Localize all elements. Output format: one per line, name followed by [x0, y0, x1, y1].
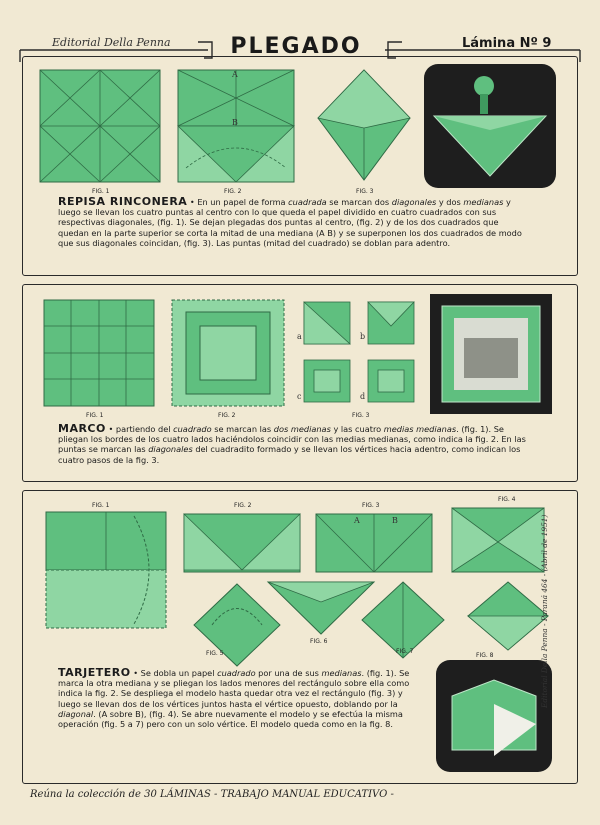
marco-text-part: y las cuatro	[330, 424, 384, 434]
tarjetero-text-part: . (fig. 1). Se marca la otra mediana y se pliegan los lados menores del rectángulo sobre ella como indica la fig. 2. Se despliega el modelo hasta quedar otra vez el rectángulo (fig. 3) y luego se llevan dos de los vértices juntos hasta el vértice opuesto, doblando por la	[58, 668, 410, 709]
repisa-fig-1	[38, 68, 162, 184]
tarjetero-text-part: • Se dobla un papel	[130, 668, 218, 678]
tarjetero-caption-1: FIG. 1	[92, 502, 110, 509]
repisa-text	[58, 197, 526, 248]
marco-step-c: c	[297, 392, 302, 401]
footer-note: Reúna la colección de 30 LÁMINAS - TRABAJO MANUAL EDUCATIVO -	[30, 789, 394, 800]
marco-heading: MARCO	[58, 422, 106, 435]
marco-fig-2	[170, 298, 286, 408]
marco-text-part: . (fig. 1). Se pliegan los bordes de los cuatro lados haciéndolos coincidir con las medias medianas, como indica la fig. 2. En las puntas se marcan las	[58, 424, 526, 455]
repisa-point-b: B	[232, 118, 238, 127]
marco-fig-1	[42, 298, 156, 408]
tarjetero-fig-3	[314, 512, 434, 576]
tarjetero-text-part: cuadrado	[217, 668, 256, 678]
tarjetero-text-part: diagonal	[58, 708, 94, 719]
repisa-heading: REPISA RINCONERA	[58, 195, 188, 208]
repisa-text-part: cuadrada	[288, 197, 327, 207]
marco-fig-3	[298, 298, 418, 408]
marco-text-part: cuadrado	[173, 424, 212, 434]
repisa-photo	[424, 64, 556, 188]
repisa-text-part: medianas	[463, 197, 504, 207]
marco-caption-2: FIG. 2	[218, 412, 236, 419]
repisa-text-part: y luego se llevan los cuatro puntas al centro con lo que queda el papel dividido en cuatro cuadrados con sus respectivas diagonales, (fig. 1). Se dejan plegadas dos puntas al centro, (fig. 2) y de los dos cuadrados que quedan en la parte superior se corta la mitad de una mediana (A B) y se superponen los dos cuadrados de modo que sus diagonales coincidan, (fig. 3). Las puntas (mitad del cuadrado) se doblan para adentro.	[58, 197, 522, 248]
repisa-caption-1: FIG. 1	[92, 188, 110, 195]
sheet-number: Lámina Nº 9	[462, 36, 552, 51]
tarjetero-photo	[436, 660, 552, 772]
tarjetero-caption-8: FIG. 8	[476, 652, 494, 659]
repisa-caption-2: FIG. 2	[224, 188, 242, 195]
marco-text-part: del cuadradito formado y se llevan los vértices hacia adentro, como indican los cuatro pasos de la fig. 3.	[58, 444, 521, 465]
tarjetero-point-a: A	[354, 516, 360, 525]
page-title: PLEGADO	[230, 34, 362, 59]
tarjetero-caption-4: FIG. 4	[498, 496, 516, 503]
marco-text-part: medias medianas	[383, 424, 457, 434]
marco-caption-1: FIG. 1	[86, 412, 104, 419]
side-note: Editorial Della Penna - Paraná 464 - (Abril de 1951)	[540, 514, 549, 708]
tarjetero-point-b: B	[392, 516, 398, 525]
marco-step-a: a	[297, 332, 302, 341]
marco-step-d: d	[360, 392, 366, 401]
tarjetero-fig-4	[448, 502, 548, 578]
marco-text-part: • partiendo del	[105, 424, 174, 434]
publisher-logo: Editorial Della Penna	[52, 36, 171, 49]
repisa-caption-3: FIG. 3	[356, 188, 374, 195]
tarjetero-fig-2	[182, 512, 302, 576]
tarjetero-caption-2: FIG. 2	[234, 502, 252, 509]
marco-caption-3: FIG. 3	[352, 412, 370, 419]
tarjetero-text-part: medianas	[321, 668, 362, 678]
repisa-text-part: se marcan dos	[326, 197, 392, 207]
repisa-text-part: • En un papel de forma	[187, 197, 289, 207]
repisa-text-part: y dos	[436, 197, 464, 207]
tarjetero-text	[58, 668, 410, 729]
header	[0, 0, 600, 62]
tarjetero-fig-1	[44, 510, 168, 630]
tarjetero-caption-5: FIG. 5	[206, 650, 224, 657]
repisa-fig-3	[316, 68, 412, 184]
marco-text-part: diagonales	[148, 444, 193, 455]
marco-photo	[430, 294, 552, 414]
repisa-point-a: A	[232, 70, 238, 79]
tarjetero-text-part: por una de sus	[255, 668, 322, 678]
tarjetero-caption-7: FIG. 7	[396, 648, 414, 655]
marco-text-part: se marcan las	[211, 424, 274, 434]
tarjetero-fig-8	[466, 580, 550, 652]
repisa-text-part: diagonales	[391, 197, 437, 207]
tarjetero-caption-3: FIG. 3	[362, 502, 380, 509]
tarjetero-text-part: . (A sobre B), (fig. 4). Se abre nuevamente el modelo y se efectúa la misma operación (fig. 5 a 7) pero con un solo vértice. El modelo queda como en la fig. 8.	[58, 708, 403, 730]
marco-step-b: b	[360, 332, 366, 341]
tarjetero-heading: TARJETERO	[58, 666, 131, 679]
tarjetero-caption-6: FIG. 6	[310, 638, 328, 645]
marco-text-part: dos medianas	[273, 424, 331, 434]
marco-text	[58, 424, 528, 465]
